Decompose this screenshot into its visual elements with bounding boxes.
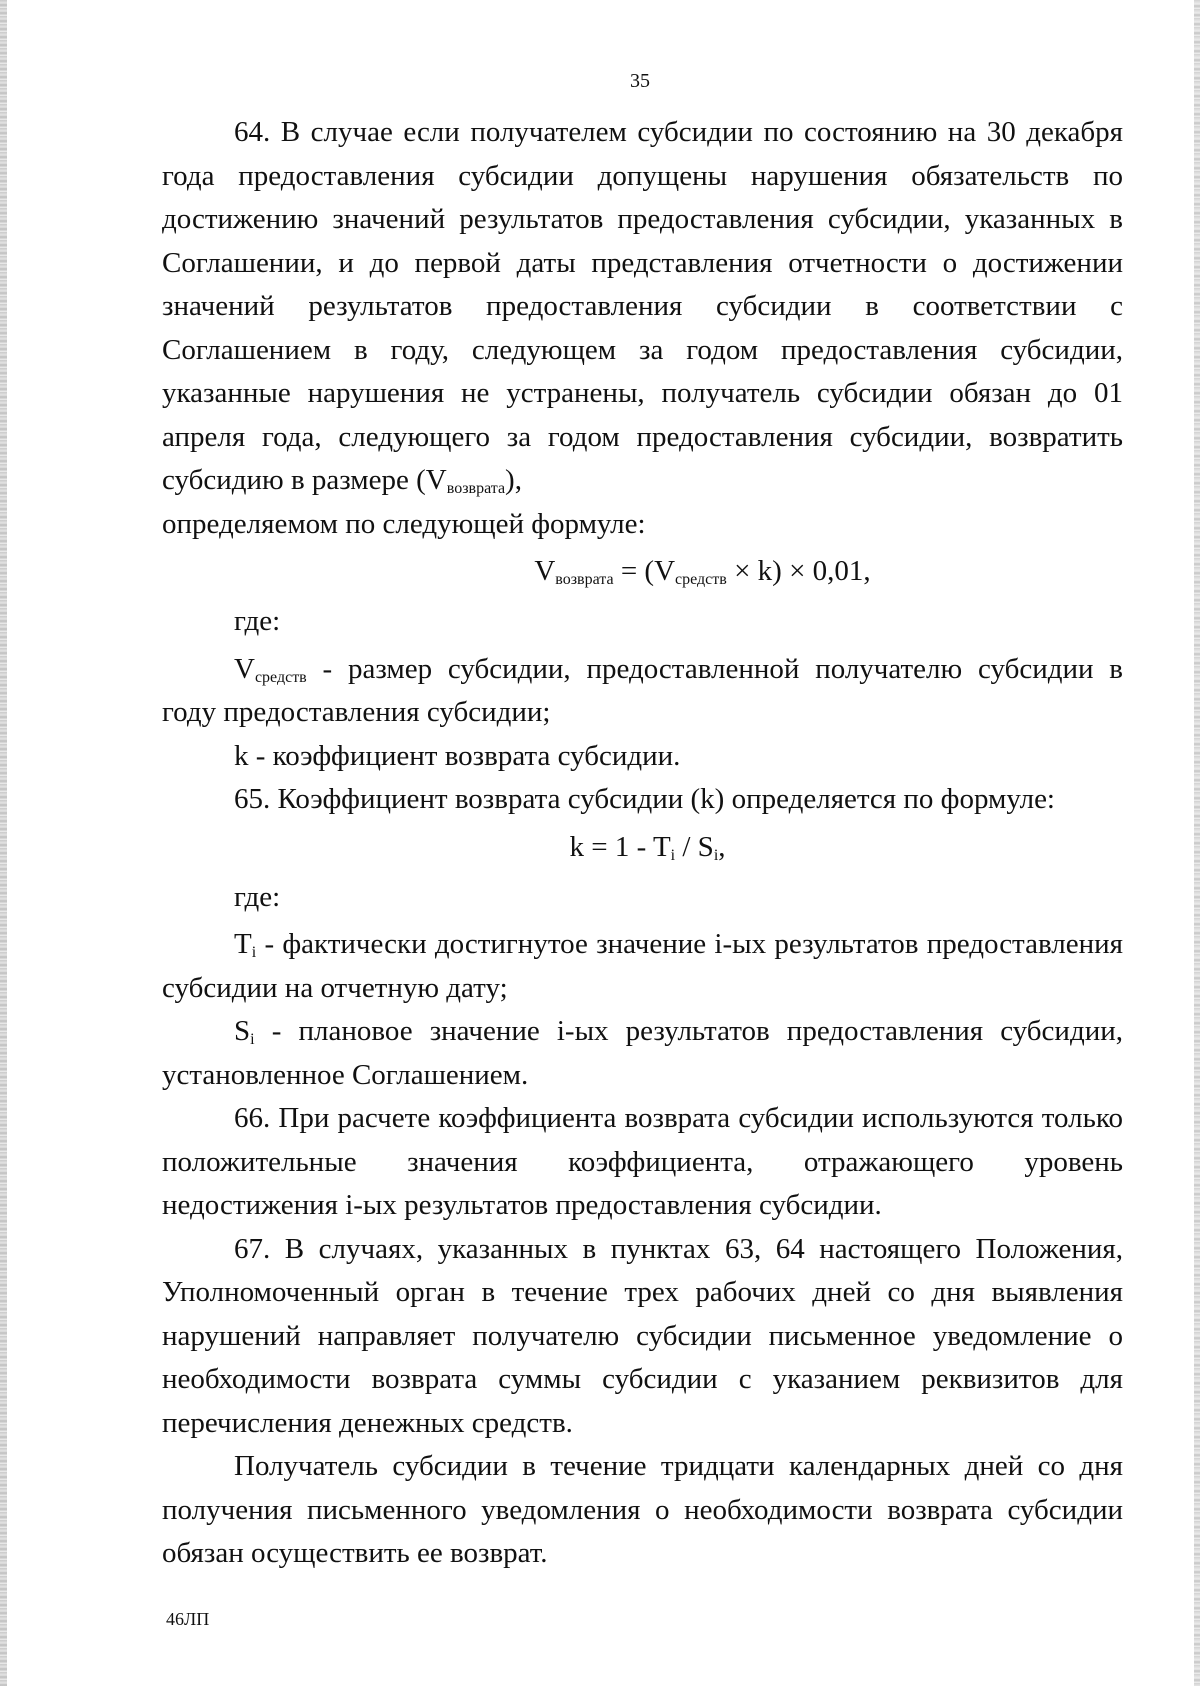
document-body [162,111,1123,1576]
paragraph-67: 67. В случаях, указанных в пунктах 63, 64 настоящего Положения, Уполномоченный орган в течение трех рабочих дней со дня выявления нарушений направляет получателю субсидии письменное уведомление о необходимости возврата суммы субсидии с указанием реквизитов для перечисления денежных средств. [162,1232,1123,1439]
where-label-1: где: [234,605,281,637]
paragraph-66: 66. При расчете коэффициента возврата субсидии используются только положительные значения коэффициента, отражающего уровень недостижения i-ых результатов предоставления субсидии. [162,1102,1123,1221]
paragraph-65: 65. Коэффициент возврата субсидии (k) определяется по формуле: [234,783,1055,815]
paragraph-64-tail: ), [505,464,522,496]
paragraph-64 [162,111,1123,503]
formula-k: $k = 1 - T_i / S_i$, [569,830,726,864]
definition-k: k - коэффициент возврата субсидии. [234,739,681,772]
scan-edge-left [0,0,7,1686]
where-label-2: где: [234,880,281,913]
paragraph-final: Получатель субсидии в течение тридцати календарных дней со дня получения письменного уведомления о необходимости возврата субсидии обязан осуществить ее возврат. [162,1450,1123,1569]
subscript-vozvrata: возврата [446,480,506,497]
document-code: 46ЛП [166,1609,210,1629]
paragraph-64-last-line: определяемом по следующей формуле: [162,507,646,540]
page-number: 35 [630,70,650,92]
definition-ti: $T_i$ - фактически достигнутое значение i-ых результатов предоставления субсидии на отчетную дату; [162,928,1123,1004]
paragraph-64-text: 64. В случае если получателем субсидии по состоянию на 30 декабря года предоставления субсидии допущены нарушения обязательств по достижению значений результатов предоставления субсидии, указанных в Соглашении, и до первой даты представления отчетности о достижении значений результатов предоставления субсидии в соответствии с Соглашением в году, следующем за годом предоставления субсидии, указанные нарушения не устранены, получатель субсидии обязан до 01 апреля года, следующего за годом предоставления субсидии, возвратить субсидию в размере (V [162,116,1123,496]
formula-v-vozvrata: $V_{возврата} = (V_{средств} \times k) \times 0,01$, [534,555,871,588]
scan-edge-right [1194,0,1200,1686]
definition-si: $S_i$ - плановое значение i-ых результатов предоставления субсидии, установленное Соглашением. [162,1015,1123,1091]
definition-v-sredstv: $V_{средств}$ - размер субсидии, предоставленной получателю субсидии в году предоставления субсидии; [162,652,1123,728]
